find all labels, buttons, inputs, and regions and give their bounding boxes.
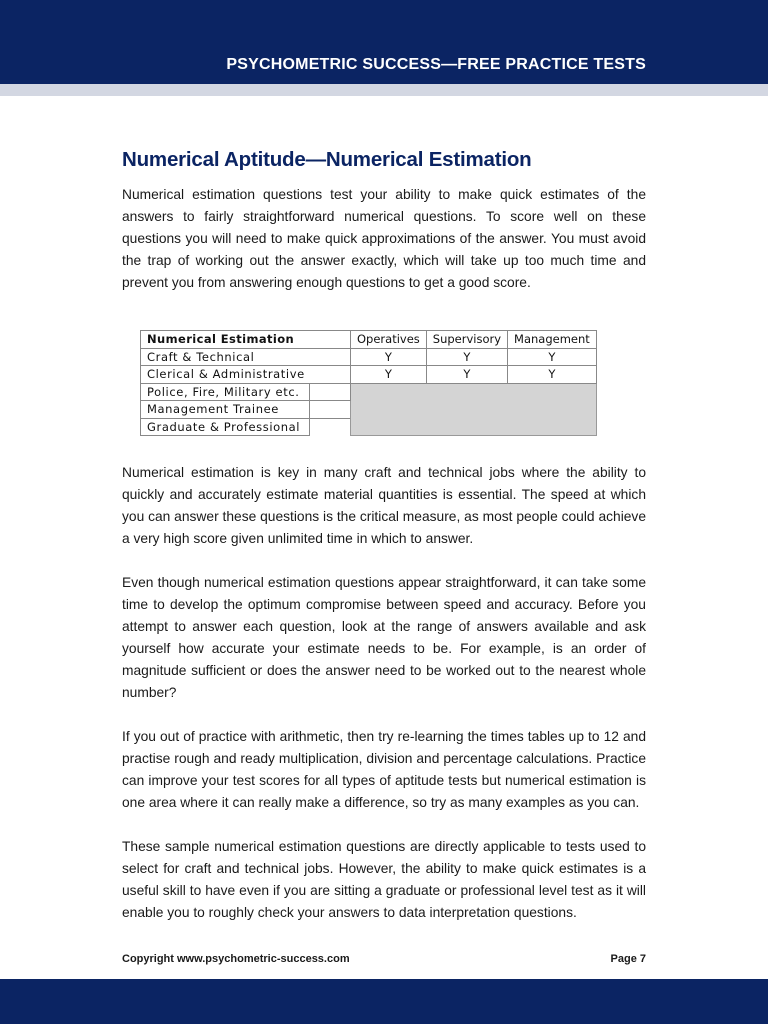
table-category: Graduate & Professional xyxy=(141,418,310,436)
table-category: Management Trainee xyxy=(141,401,310,419)
page-content xyxy=(122,148,646,924)
table-cell: Y xyxy=(351,348,427,366)
table-cell-empty xyxy=(310,401,351,419)
table-cell: Y xyxy=(426,348,507,366)
table-gray-block xyxy=(351,383,597,436)
page-number: Page 7 xyxy=(610,953,646,965)
table-row xyxy=(141,383,597,401)
body-paragraph: Even though numerical estimation questions appear straightforward, it can take some time to develop the optimum compromise between speed and accuracy. Before you attempt to answer each question, look at the range of answers available and ask yourself how accurate your estimate needs to be. For example, is an order of magnitude sufficient or does the answer need to be worked out to the nearest whole number? xyxy=(122,575,646,700)
table-cell-empty xyxy=(310,418,351,436)
table-cell: Y xyxy=(508,348,597,366)
section-heading: Numerical Aptitude—Numerical Estimation xyxy=(122,148,532,171)
body-paragraph: Numerical estimation is key in many craft and technical jobs where the ability to quickly and accurately estimate material quantities is essential. The speed at which you can answer these questions is the critical measure, as most people could achieve a very high score given unlimited time in which to answer. xyxy=(122,465,646,546)
table-cell: Y xyxy=(426,366,507,384)
table-category: Police, Fire, Military etc. xyxy=(141,383,310,401)
table-header-cell: Numerical Estimation xyxy=(141,331,351,349)
body-paragraph: These sample numerical estimation questions are directly applicable to tests used to select for craft and technical jobs. However, the ability to make quick estimates is a useful skill to have even if you are sitting a graduate or professional level test as it will enable you to roughly check your answers to data interpretation questions. xyxy=(122,839,646,920)
table-cell: Y xyxy=(508,366,597,384)
table-row xyxy=(141,366,597,384)
header-stripe xyxy=(0,84,768,96)
body-paragraph: If you out of practice with arithmetic, then try re-learning the times tables up to 12 and practise rough and ready multiplication, division and percentage calculations. Practice can improve your test scores for all types of aptitude tests but numerical estimation is one area where it can really make a difference, so try as many examples as you can. xyxy=(122,729,646,810)
table-header-cell: Operatives xyxy=(351,331,427,349)
table-cell: Y xyxy=(351,366,427,384)
table-category: Craft & Technical xyxy=(141,348,351,366)
intro-paragraph: Numerical estimation questions test your ability to make quick estimates of the answers to fairly straightforward numerical questions. To score well on these questions you will need to make quick approximations of the answer. You must avoid the trap of working out the answer exactly, which will take up too much time and prevent you from answering enough questions to get a good score. xyxy=(122,187,646,290)
table-category: Clerical & Administrative xyxy=(141,366,351,384)
footer-bar xyxy=(0,979,768,1024)
footer xyxy=(122,953,646,965)
header-bar xyxy=(0,0,768,84)
table-row xyxy=(141,348,597,366)
header-title: PSYCHOMETRIC SUCCESS—FREE PRACTICE TESTS xyxy=(226,56,646,73)
table-header-cell: Supervisory xyxy=(426,331,507,349)
copyright-text: Copyright www.psychometric-success.com xyxy=(122,953,350,965)
estimation-table xyxy=(140,330,597,436)
table-header-cell: Management xyxy=(508,331,597,349)
table-cell-empty xyxy=(310,383,351,401)
table-header-row xyxy=(141,331,597,349)
